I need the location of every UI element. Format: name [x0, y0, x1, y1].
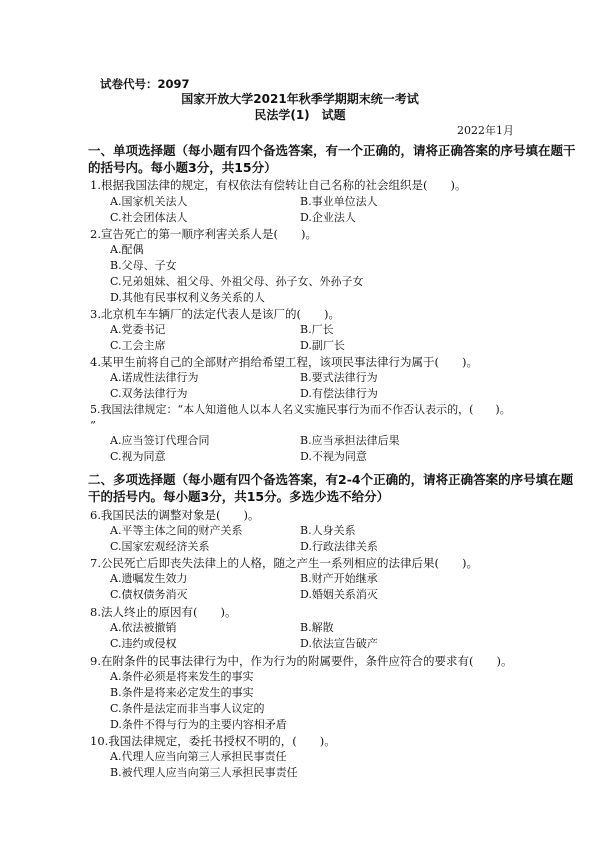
option: C.条件是法定而非当事人议定的 — [110, 702, 265, 715]
option: D.有偿法律行为 — [300, 387, 378, 400]
option: A.国家机关法人 — [110, 195, 188, 208]
option: C.兄弟姐妹、祖父母、外祖父母、孙子女、外孙子女 — [110, 275, 364, 288]
option: B.财产开始继承 — [300, 572, 378, 585]
option: C.社会团体法人 — [110, 211, 188, 224]
option: A.党委书记 — [110, 323, 166, 336]
option: C.国家宏观经济关系 — [110, 540, 210, 553]
question-stem: 8.法人终止的原因有( )。 — [90, 605, 237, 619]
exam-date: 2022年1月 — [457, 124, 514, 137]
option: A.代理人应当向第三人承担民事责任 — [110, 750, 287, 763]
option: D.副厂长 — [300, 339, 345, 352]
option: A.诺成性法律行为 — [110, 371, 199, 384]
option: D.企业法人 — [300, 211, 356, 224]
option: D.不视为同意 — [300, 450, 367, 463]
option: C.违约或侵权 — [110, 637, 177, 650]
paper-code: 试卷代号：2097 — [100, 77, 190, 91]
option: B.应当承担法律后果 — [300, 434, 400, 447]
option: B.要式法律行为 — [300, 371, 378, 384]
option: C.视为同意 — [110, 450, 166, 463]
option: A.平等主体之间的财产关系 — [110, 524, 243, 537]
option: C.双务法律行为 — [110, 387, 188, 400]
option: D.婚姻关系消灭 — [300, 588, 378, 601]
section1-title-cont: 的括号内。每小题3分，共15分） — [88, 160, 277, 175]
question-stem: 2.宣告死亡的第一顺序利害关系人是( )。 — [90, 227, 317, 241]
exam-title: 国家开放大学2021年秋季学期期末统一考试 — [181, 92, 419, 106]
option: A.应当签订代理合同 — [110, 434, 210, 447]
section2-title-cont: 干的括号内。每小题3分，共15分。多选少选不给分） — [88, 489, 390, 504]
question-stem: 3.北京机车车辆厂的法定代表人是该厂的( )。 — [90, 307, 340, 321]
option: B.父母、子女 — [110, 259, 177, 272]
question-stem: 7.公民死亡后即丧失法律上的人格，随之产生一系列相应的法律后果( )。 — [90, 556, 478, 570]
option: B.人身关系 — [300, 524, 356, 537]
section1-title: 一、单项选择题（每小题有四个备选答案，有一个正确的，请将正确答案的序号填在题干 — [88, 143, 576, 158]
option: D.依法宣告破产 — [300, 637, 378, 650]
question-stem: 10.我国法律规定，委托书授权不明的，( )。 — [90, 734, 336, 748]
option: B.厂长 — [300, 323, 334, 336]
option: A.遗嘱发生效力 — [110, 572, 188, 585]
question-stem: 5.我国法律规定：“本人知道他人以本人名义实施民事行为而不作否认表示的，( )。 — [90, 403, 511, 416]
section2-title: 二、多项选择题（每小题有四个备选答案，有2-4个正确的，请将正确答案的序号填在题 — [88, 472, 574, 487]
option: D.行政法律关系 — [300, 540, 378, 553]
option: D.其他有民事权利义务关系的人 — [110, 291, 265, 304]
option: A.配偶 — [110, 243, 144, 256]
option: A.条件必须是将来发生的事实 — [110, 670, 254, 683]
option: B.被代理人应当向第三人承担民事责任 — [110, 766, 298, 779]
exam-subject: 民法学(1) 试题 — [254, 108, 346, 122]
question-stem: 9.在附条件的民事法律行为中，作为行为的附属要件，条件应符合的要求有( )。 — [90, 654, 513, 668]
option: B.事业单位法人 — [300, 195, 378, 208]
question-stem: 1.根据我国法律的规定，有权依法有偿转让自己名称的社会组织是( )。 — [90, 178, 467, 192]
question-stem-cont: ” — [90, 418, 96, 432]
question-stem: 6.我国民法的调整对象是( )。 — [90, 508, 260, 522]
option: A.依法被撤销 — [110, 621, 177, 634]
question-stem: 4.某甲生前将自己的全部财产捐给希望工程，该项民事法律行为属于( )。 — [90, 355, 478, 369]
option: C.债权债务消灭 — [110, 588, 188, 601]
option: B.解散 — [300, 621, 334, 634]
option: D.条件不得与行为的主要内容相矛盾 — [110, 718, 287, 731]
option: B.条件是将来必定发生的事实 — [110, 686, 254, 699]
option: C.工会主席 — [110, 339, 166, 352]
